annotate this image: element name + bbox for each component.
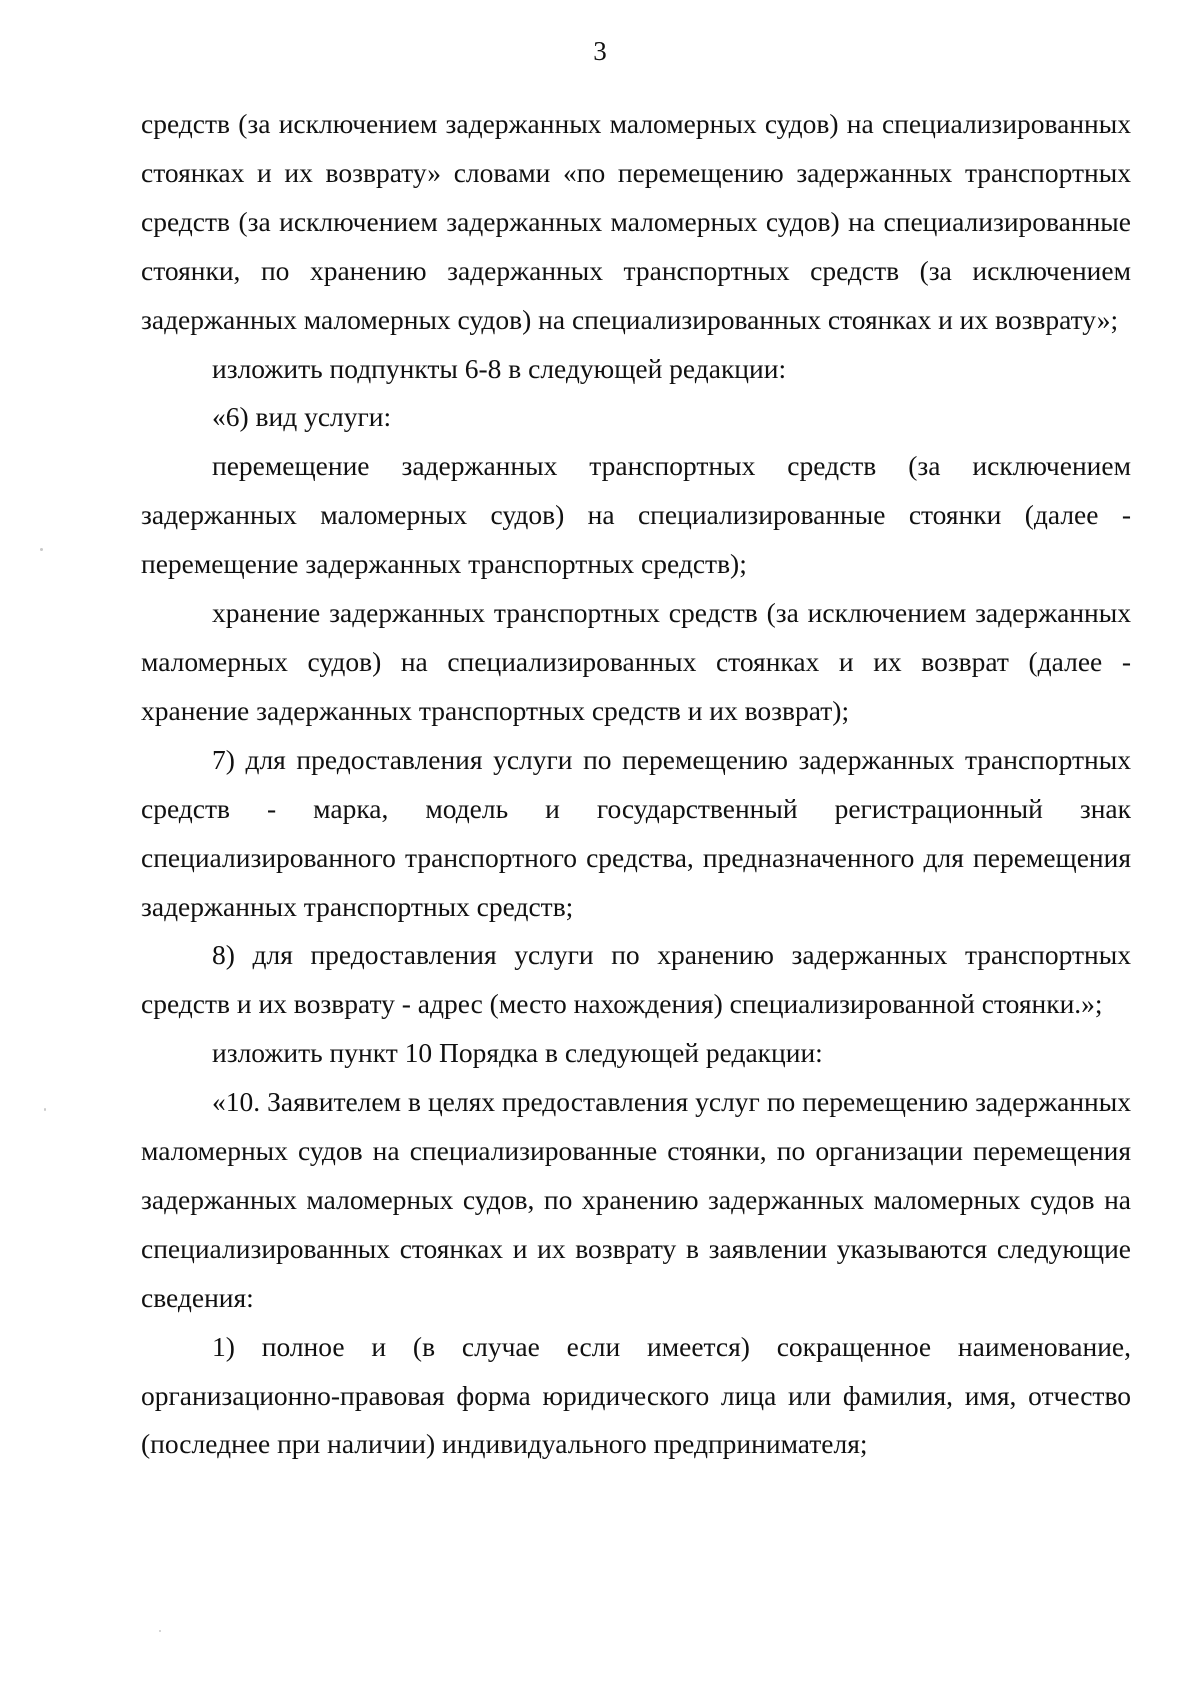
- paragraph-subitem-7: 7) для предоставления услуги по перемещению задержанных транспортных средств - марка, модель и государственный регистрационный знак специализированного транспортного средства, предназначенного для перемещения задержанных транспортных средств;: [141, 743, 1131, 922]
- paragraph-amend-item-10: изложить пункт 10 Порядка в следующей редакции:: [212, 1037, 823, 1069]
- scan-speck: [159, 1630, 161, 1632]
- paragraph-subitem-8: 8) для предоставления услуги по хранению задержанных транспортных средств и их возврату - адрес (место нахождения) специализированной стоянки.»;: [141, 939, 1131, 1020]
- scan-speck: [44, 1108, 46, 1111]
- paragraph-item-10-1: 1) полное и (в случае если имеется) сокращенное наименование, организационно-правовая форма юридического лица или фамилия, имя, отчество (последнее при наличии) индивидуального предпринимателя;: [141, 1330, 1131, 1460]
- paragraph-service-storage: хранение задержанных транспортных средств (за исключением задержанных маломерных судов) на специализированных стоянках и их возврат (далее - хранение задержанных транспортных средств и их возврат);: [141, 597, 1131, 726]
- paragraph-amend-subitems-6-8: изложить подпункты 6-8 в следующей редакции:: [212, 352, 787, 384]
- scan-speck: [40, 548, 43, 551]
- paragraph-item-10: «10. Заявителем в целях предоставления услуг по перемещению задержанных маломерных судов на специализированные стоянки, по организации перемещения задержанных маломерных судов, по хранению задержанных маломерных судов на специализированных стоянках и их возврату в заявлении указываются следующие сведения:: [141, 1086, 1131, 1313]
- paragraph-subitem-6: «6) вид услуги:: [212, 401, 392, 433]
- paragraph-continuation: средств (за исключением задержанных маломерных судов) на специализированных стоянках и их возврату» словами «по перемещению задержанных транспортных средств (за исключением задержанных маломерных судов) на специализированные стоянки, по хранению задержанных транспортных средств (за исключением задержанных маломерных судов) на специализированных стоянках и их возврату»;: [141, 108, 1131, 335]
- page-number: 3: [593, 36, 607, 66]
- paragraph-service-moving: перемещение задержанных транспортных средств (за исключением задержанных маломерных судов) на специализированные стоянки (далее - перемещение задержанных транспортных средств);: [141, 450, 1131, 580]
- document-body: [141, 100, 1131, 1469]
